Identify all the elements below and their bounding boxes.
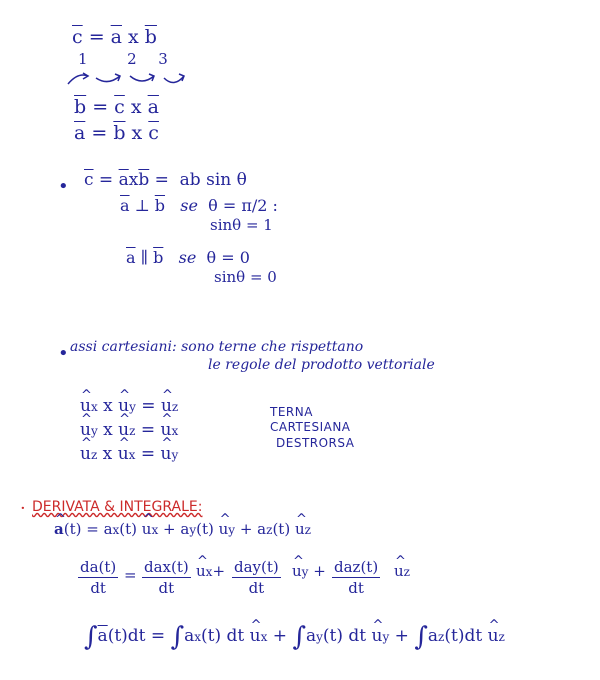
order-number-2: 2 [127, 50, 137, 68]
integral-formula: $\int\overline{a}(t)dt = \int ax(t)$ dt ^ ux + ∫ay(t) dt ^ uy + ∫az(t)dt ^ uz [84, 624, 505, 650]
derivative-term-x-num: dax(t) [144, 558, 189, 576]
derivative-term-y-den: dt [248, 579, 265, 597]
terna-label-1: TERNA [270, 405, 313, 419]
terna-label-2: CARTESIANA [270, 420, 351, 434]
derivative-uz: ^ uz [394, 564, 410, 579]
derivative-ux-plus: ^ ux+ [196, 564, 225, 579]
derivative-uy-plus: ^ uy + [292, 564, 326, 579]
cyclic-arrows-icon [66, 68, 196, 90]
cross-product-rotation-1: $\overline{b} = \overline{c}$ x $\overline{a}$ [74, 96, 159, 118]
derivative-term-y [232, 560, 281, 596]
derivative-lhs [78, 560, 118, 596]
parallel-sin: sinθ = 0 [214, 268, 277, 286]
cartesian-description-line2: le regole del prodotto vettoriale [208, 357, 435, 373]
perpendicular-sin: sinθ = 1 [210, 216, 273, 234]
perpendicular-condition: $\overline{a}$ ⊥ $\overline{b}$ se θ = π/2 : [120, 196, 278, 215]
bullet-derivative: · [20, 498, 26, 519]
derivative-term-z-den: dt [348, 579, 364, 597]
order-number-3: 3 [158, 50, 168, 68]
derivative-term-x-den: dt [158, 579, 175, 597]
parallel-condition: $\overline{a}$ ∥ $\overline{b}$ se θ = 0 [126, 248, 250, 267]
order-numbers [78, 52, 168, 67]
derivative-term-y-num: day(t) [234, 558, 279, 576]
bullet-magnitude: • [58, 176, 69, 197]
unit-vector-identity-y: ^ uy x ^ uz = ^ ux [80, 422, 178, 439]
cross-product-rotation-2: $\overline{a} = \overline{b}$ x $\overline{c}$ [74, 122, 159, 144]
equals-sign: = [124, 566, 137, 584]
unit-vector-identity-z: ^ uz x ^ ux = ^ uy [80, 446, 178, 463]
derivative-term-z-num: daz(t) [334, 558, 379, 576]
cross-product-definition: $\overline{c} = \overline{a}$ x $\overline{b}$ [72, 26, 157, 48]
magnitude-formula: $\overline{c} = \overline{a}x\overline{b}$ = ab sin θ [84, 170, 247, 190]
derivative-term-z [332, 560, 380, 596]
bullet-cartesian: • [58, 343, 69, 364]
derivative-lhs-num: da(t) [80, 558, 117, 576]
cartesian-description-line1: assi cartesiani: sono terne che rispettano [70, 339, 364, 355]
derivative-lhs-den: dt [90, 579, 106, 597]
derivative-term-x [142, 560, 191, 596]
derivative-integral-heading: DERIVATA & INTEGRALE: [32, 499, 203, 515]
vector-time-definition: ^ a(t) = ax(t) ^ ux + ay(t) ^ uy + az(t) ^ uz [54, 522, 311, 537]
unit-vector-identity-x: ^ ux x ^ uy = ^ uz [80, 398, 178, 415]
terna-label-3: DESTRORSA [276, 436, 355, 450]
order-number-1: 1 [78, 50, 88, 68]
